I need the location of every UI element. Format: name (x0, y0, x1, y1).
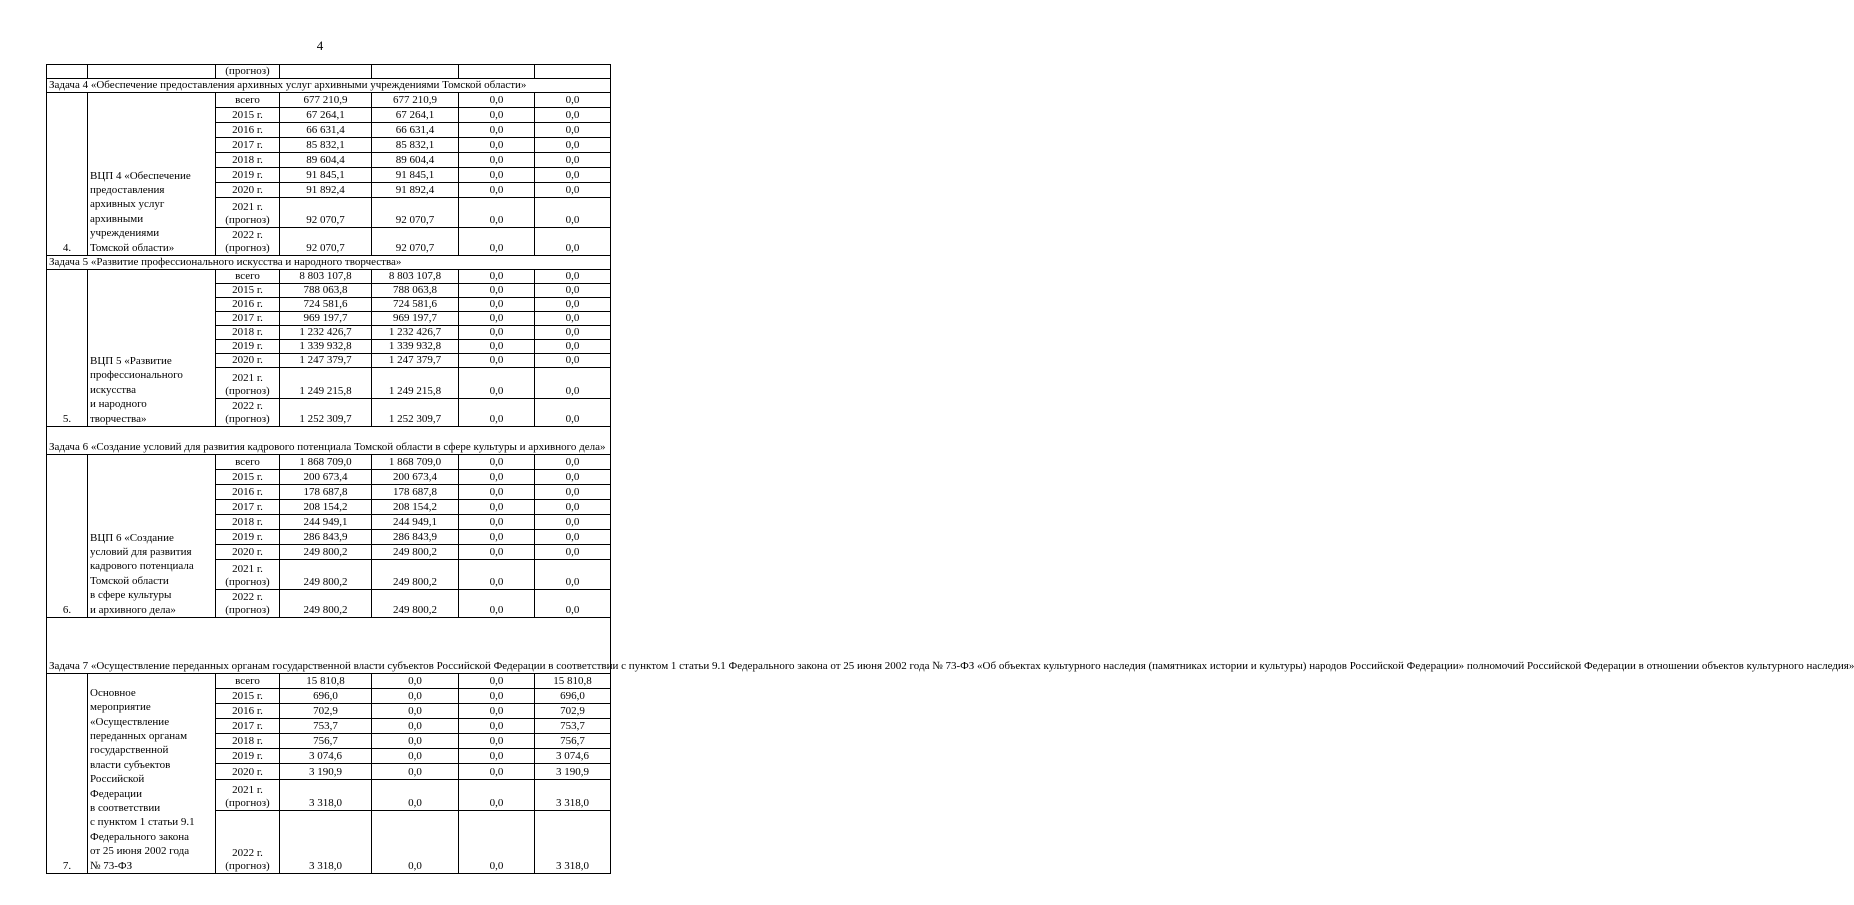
year-cell: 2020 г. (216, 354, 280, 368)
value-cell: 286 843,9 (372, 530, 459, 545)
year-cell: 2016 г. (216, 298, 280, 312)
year-cell: 2020 г. (216, 183, 280, 198)
value-cell: 1 247 379,7 (280, 354, 372, 368)
value-cell: 0,0 (459, 399, 535, 427)
task-row (47, 427, 611, 455)
value-cell: 0,0 (459, 811, 535, 874)
year-cell: 2016 г. (216, 123, 280, 138)
value-cell: 0,0 (459, 590, 535, 618)
table-row (47, 674, 611, 689)
value-cell: 0,0 (459, 545, 535, 560)
value-cell: 244 949,1 (280, 515, 372, 530)
value-cell: 0,0 (535, 183, 611, 198)
program-name: ВЦП 6 «Создание условий для развития кадрового потенциала Томской области в сфере культуры и архивного дела» (88, 455, 216, 618)
value-cell: 92 070,7 (372, 228, 459, 256)
year-cell: всего (216, 270, 280, 284)
value-cell: 3 318,0 (280, 780, 372, 811)
value-cell: 249 800,2 (372, 545, 459, 560)
value-cell: 0,0 (535, 123, 611, 138)
year-cell: 2019 г. (216, 749, 280, 764)
task-title: Задача 6 «Создание условий для развития кадрового потенциала Томской области в сфере культуры и архивного дела» (47, 427, 611, 455)
value-cell: 0,0 (459, 183, 535, 198)
value-cell: 3 074,6 (280, 749, 372, 764)
year-cell: 2018 г. (216, 734, 280, 749)
value-cell: 724 581,6 (372, 298, 459, 312)
value-cell: 0,0 (459, 470, 535, 485)
value-cell: 0,0 (535, 340, 611, 354)
year-cell: 2019 г. (216, 530, 280, 545)
value-cell: 0,0 (459, 455, 535, 470)
value-cell: 0,0 (535, 455, 611, 470)
value-cell: 0,0 (535, 530, 611, 545)
value-cell: 756,7 (535, 734, 611, 749)
value-cell: 969 197,7 (372, 312, 459, 326)
value-cell: 1 252 309,7 (372, 399, 459, 427)
year-cell: 2018 г. (216, 326, 280, 340)
value-cell: 1 868 709,0 (372, 455, 459, 470)
year-cell: 2017 г. (216, 500, 280, 515)
year-cell: 2019 г. (216, 168, 280, 183)
value-cell: 0,0 (459, 515, 535, 530)
year-cell: 2015 г. (216, 689, 280, 704)
value-cell: 91 845,1 (372, 168, 459, 183)
row-number: 7. (47, 674, 88, 874)
value-cell: 969 197,7 (280, 312, 372, 326)
value-cell: 67 264,1 (280, 108, 372, 123)
value-cell: 753,7 (535, 719, 611, 734)
value-cell: 0,0 (535, 590, 611, 618)
value-cell: 677 210,9 (372, 93, 459, 108)
value-cell: 0,0 (535, 298, 611, 312)
value-cell: 249 800,2 (372, 560, 459, 590)
value-cell: 85 832,1 (280, 138, 372, 153)
value-cell: 3 318,0 (280, 811, 372, 874)
value-cell: 249 800,2 (280, 545, 372, 560)
year-cell: 2016 г. (216, 704, 280, 719)
value-cell: 92 070,7 (280, 228, 372, 256)
value-cell: 0,0 (459, 108, 535, 123)
value-cell: 0,0 (535, 228, 611, 256)
value-cell: 0,0 (459, 270, 535, 284)
value-cell: 788 063,8 (372, 284, 459, 298)
value-cell: 753,7 (280, 719, 372, 734)
value-cell: 0,0 (535, 270, 611, 284)
value-cell: 0,0 (372, 811, 459, 874)
value-cell: 0,0 (459, 123, 535, 138)
year-cell: (прогноз) (216, 65, 280, 79)
task-row (47, 618, 611, 674)
value-cell: 66 631,4 (372, 123, 459, 138)
year-cell: 2018 г. (216, 515, 280, 530)
budget-table (46, 64, 1854, 874)
value-cell: 91 845,1 (280, 168, 372, 183)
value-cell: 1 868 709,0 (280, 455, 372, 470)
value-cell: 0,0 (535, 500, 611, 515)
value-cell: 200 673,4 (372, 470, 459, 485)
value-cell: 91 892,4 (372, 183, 459, 198)
year-cell: 2016 г. (216, 485, 280, 500)
task-title: Задача 5 «Развитие профессионального искусства и народного творчества» (47, 256, 611, 270)
value-cell: 89 604,4 (372, 153, 459, 168)
value-cell: 1 232 426,7 (372, 326, 459, 340)
year-cell: 2018 г. (216, 153, 280, 168)
year-cell: 2017 г. (216, 138, 280, 153)
year-cell: всего (216, 455, 280, 470)
value-cell: 178 687,8 (372, 485, 459, 500)
value-cell: 0,0 (535, 560, 611, 590)
program-name: ВЦП 5 «Развитие профессионального искусства и народного творчества» (88, 270, 216, 427)
value-cell: 0,0 (459, 298, 535, 312)
year-cell: 2021 г. (прогноз) (216, 560, 280, 590)
value-cell: 3 318,0 (535, 780, 611, 811)
program-name: Основное мероприятие «Осуществление переданных органам государственной власти субъектов Российской Федерации в соответствии с пунктом 1 статьи 9.1 Федерального закона от 25 июня 2002 года № 73-ФЗ (88, 674, 216, 874)
value-cell: 0,0 (459, 368, 535, 399)
value-cell: 677 210,9 (280, 93, 372, 108)
value-cell: 0,0 (459, 138, 535, 153)
task-row (47, 79, 611, 93)
value-cell: 15 810,8 (535, 674, 611, 689)
task-title: Задача 4 «Обеспечение предоставления архивных услуг архивными учреждениями Томской области» (47, 79, 611, 93)
value-cell: 702,9 (535, 704, 611, 719)
value-cell: 0,0 (535, 354, 611, 368)
year-cell: 2019 г. (216, 340, 280, 354)
value-cell: 0,0 (459, 168, 535, 183)
table-row (47, 65, 611, 79)
year-cell: 2017 г. (216, 719, 280, 734)
value-cell: 3 190,9 (535, 764, 611, 780)
value-cell: 702,9 (280, 704, 372, 719)
value-cell: 696,0 (535, 689, 611, 704)
value-cell: 0,0 (459, 719, 535, 734)
value-cell: 0,0 (459, 749, 535, 764)
value-cell: 8 803 107,8 (280, 270, 372, 284)
value-cell: 0,0 (459, 93, 535, 108)
value-cell: 724 581,6 (280, 298, 372, 312)
value-cell: 67 264,1 (372, 108, 459, 123)
value-cell: 249 800,2 (280, 560, 372, 590)
value-cell: 0,0 (535, 326, 611, 340)
value-cell: 0,0 (459, 689, 535, 704)
value-cell: 66 631,4 (280, 123, 372, 138)
value-cell: 0,0 (459, 354, 535, 368)
row-number: 4. (47, 93, 88, 256)
page-number: 4 (316, 38, 324, 53)
table-row (47, 270, 611, 284)
value-cell: 89 604,4 (280, 153, 372, 168)
value-cell: 0,0 (535, 470, 611, 485)
value-cell: 1 252 309,7 (280, 399, 372, 427)
value-cell: 0,0 (535, 284, 611, 298)
value-cell: 0,0 (459, 764, 535, 780)
value-cell: 85 832,1 (372, 138, 459, 153)
value-cell: 756,7 (280, 734, 372, 749)
value-cell: 0,0 (372, 674, 459, 689)
value-cell: 0,0 (459, 485, 535, 500)
year-cell: 2021 г. (прогноз) (216, 368, 280, 399)
year-cell: всего (216, 674, 280, 689)
value-cell: 0,0 (535, 138, 611, 153)
year-cell: 2015 г. (216, 284, 280, 298)
value-cell: 1 249 215,8 (372, 368, 459, 399)
value-cell: 0,0 (535, 153, 611, 168)
year-cell: 2022 г. (прогноз) (216, 590, 280, 618)
value-cell: 0,0 (459, 560, 535, 590)
value-cell: 0,0 (372, 780, 459, 811)
value-cell: 0,0 (535, 368, 611, 399)
value-cell: 0,0 (459, 734, 535, 749)
value-cell: 249 800,2 (280, 590, 372, 618)
table-row (47, 455, 611, 470)
value-cell: 696,0 (280, 689, 372, 704)
value-cell: 0,0 (459, 228, 535, 256)
value-cell: 0,0 (535, 108, 611, 123)
year-cell: 2015 г. (216, 108, 280, 123)
value-cell: 0,0 (372, 719, 459, 734)
value-cell: 0,0 (535, 312, 611, 326)
row-number: 5. (47, 270, 88, 427)
value-cell: 92 070,7 (280, 198, 372, 228)
value-cell: 0,0 (459, 704, 535, 719)
value-cell: 0,0 (459, 780, 535, 811)
task-title: Задача 7 «Осуществление переданных органам государственной власти субъектов Российской Федерации в соответствии с пунктом 1 статьи 9.1 Федерального закона от 25 июня 2002 года № 73-ФЗ «Об объектах культурного наследия (памятниках истории и культуры) народов Российской Федерации» полномочий Российской Федерации в отношении объектов культурного наследия» (47, 618, 611, 674)
program-name: ВЦП 4 «Обеспечение предоставления архивных услуг архивными учреждениями Томской области» (88, 93, 216, 256)
value-cell: 0,0 (535, 93, 611, 108)
value-cell: 0,0 (459, 198, 535, 228)
value-cell: 0,0 (372, 764, 459, 780)
value-cell: 8 803 107,8 (372, 270, 459, 284)
value-cell: 15 810,8 (280, 674, 372, 689)
value-cell: 249 800,2 (372, 590, 459, 618)
value-cell: 91 892,4 (280, 183, 372, 198)
value-cell: 1 247 379,7 (372, 354, 459, 368)
value-cell: 3 190,9 (280, 764, 372, 780)
value-cell: 0,0 (459, 530, 535, 545)
value-cell: 1 249 215,8 (280, 368, 372, 399)
year-cell: 2020 г. (216, 764, 280, 780)
value-cell: 0,0 (459, 674, 535, 689)
value-cell: 178 687,8 (280, 485, 372, 500)
value-cell: 0,0 (459, 340, 535, 354)
value-cell: 0,0 (459, 153, 535, 168)
year-cell: всего (216, 93, 280, 108)
value-cell: 0,0 (372, 749, 459, 764)
value-cell: 0,0 (535, 545, 611, 560)
value-cell: 0,0 (535, 485, 611, 500)
value-cell: 208 154,2 (372, 500, 459, 515)
value-cell: 788 063,8 (280, 284, 372, 298)
value-cell: 92 070,7 (372, 198, 459, 228)
year-cell: 2021 г. (прогноз) (216, 780, 280, 811)
year-cell: 2021 г. (прогноз) (216, 198, 280, 228)
value-cell: 3 318,0 (535, 811, 611, 874)
value-cell: 244 949,1 (372, 515, 459, 530)
value-cell: 200 673,4 (280, 470, 372, 485)
value-cell: 0,0 (372, 734, 459, 749)
value-cell: 1 339 932,8 (372, 340, 459, 354)
value-cell: 0,0 (535, 515, 611, 530)
table-row (47, 93, 611, 108)
value-cell: 0,0 (535, 168, 611, 183)
year-cell: 2022 г. (прогноз) (216, 228, 280, 256)
value-cell: 0,0 (372, 704, 459, 719)
value-cell: 1 232 426,7 (280, 326, 372, 340)
value-cell: 0,0 (535, 198, 611, 228)
value-cell: 0,0 (459, 312, 535, 326)
value-cell: 1 339 932,8 (280, 340, 372, 354)
value-cell: 3 074,6 (535, 749, 611, 764)
year-cell: 2020 г. (216, 545, 280, 560)
value-cell: 0,0 (535, 399, 611, 427)
year-cell: 2022 г. (прогноз) (216, 811, 280, 874)
value-cell: 0,0 (372, 689, 459, 704)
value-cell: 0,0 (459, 326, 535, 340)
task-row (47, 256, 611, 270)
value-cell: 208 154,2 (280, 500, 372, 515)
value-cell: 286 843,9 (280, 530, 372, 545)
year-cell: 2022 г. (прогноз) (216, 399, 280, 427)
row-number: 6. (47, 455, 88, 618)
value-cell: 0,0 (459, 284, 535, 298)
year-cell: 2015 г. (216, 470, 280, 485)
value-cell: 0,0 (459, 500, 535, 515)
year-cell: 2017 г. (216, 312, 280, 326)
